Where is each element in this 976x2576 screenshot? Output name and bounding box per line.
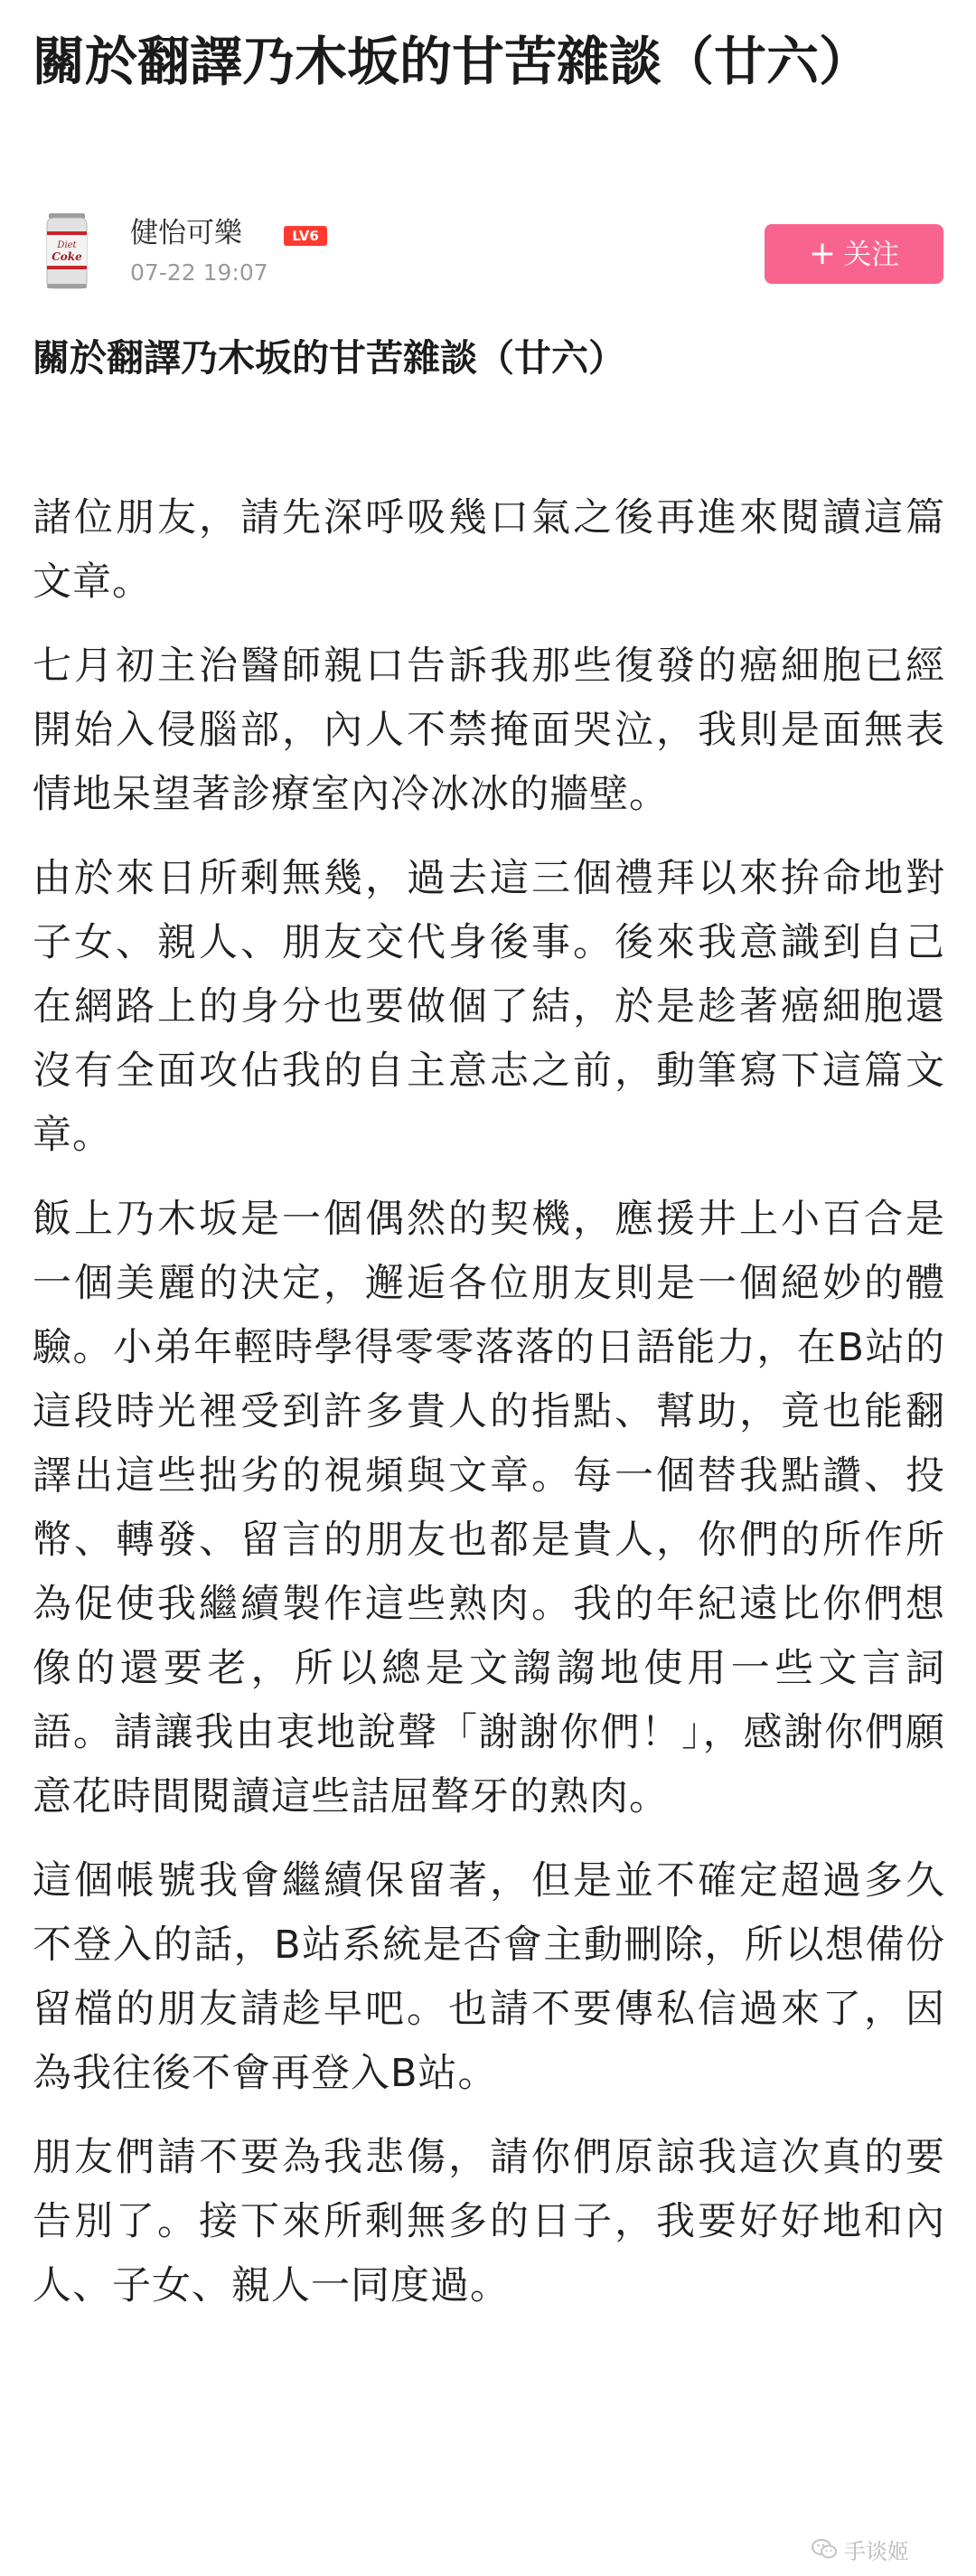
paragraph: 朋友們請不要為我悲傷，請你們原諒我這次真的要告別了。接下來所剩無多的日子，我要好好地和內人、子女、親人一同度過。 xyxy=(33,2135,945,2308)
watermark-text: 手谈姬 xyxy=(844,2538,909,2564)
paragraph: 飯上乃木坂是一個偶然的契機，應援井上小百合是一個美麗的決定，邂逅各位朋友則是一個絕妙的體驗。小弟年輕時學得零零落落的日語能力，在B站的這段時光裡受到許多貴人的指點、幫助，竟也能翻譯出這些拙劣的視頻與文章。每一個替我點讚、投幣、轉發、留言的朋友也都是貴人，你們的所作所為促使我繼續製作這些熟肉。我的年紀遠比你們想像的還要老，所以總是文謅謅地使用一些文言詞語。請讓我由衷地說聲「謝謝你們！」，感謝你們願意花時間閱讀這些詰屈聱牙的熟肉。 xyxy=(33,1197,945,1819)
author-name[interactable]: 健怡可樂 xyxy=(130,217,242,249)
level-badge: LV6 xyxy=(284,226,327,246)
article-subtitle: 關於翻譯乃木坂的甘苦雜談（廿六） xyxy=(33,336,625,380)
plus-icon: + xyxy=(808,235,837,272)
wechat-icon xyxy=(812,2538,837,2560)
follow-button[interactable] xyxy=(765,224,943,284)
paragraph: 諸位朋友，請先深呼吸幾口氣之後再進來閱讀這篇文章。 xyxy=(33,495,945,605)
soda-can-icon xyxy=(43,212,90,293)
avatar[interactable] xyxy=(43,212,90,293)
post-time: 07-22 19:07 xyxy=(130,259,268,286)
paragraph: 由於來日所剩無幾，過去這三個禮拜以來拚命地對子女、親人、朋友交代身後事。後來我意識到自己在網路上的身分也要做個了結，於是趁著癌細胞還沒有全面攻佔我的自主意志之前，動筆寫下這篇文章。 xyxy=(33,856,945,1158)
svg-text:Diet: Diet xyxy=(57,240,77,250)
article-body xyxy=(33,486,945,2338)
watermark xyxy=(812,2531,909,2567)
svg-text:Coke: Coke xyxy=(52,250,82,263)
author-row xyxy=(33,212,943,293)
follow-label: 关注 xyxy=(843,239,900,271)
article-title: 關於翻譯乃木坂的甘苦雜談（廿六） xyxy=(33,31,872,92)
paragraph: 這個帳號我會繼續保留著，但是並不確定超過多久不登入的話，B站系統是否會主動刪除，所以想備份留檔的朋友請趁早吧。也請不要傳私信過來了，因為我往後不會再登入B站。 xyxy=(33,1858,945,2096)
paragraph: 七月初主治醫師親口告訴我那些復發的癌細胞已經開始入侵腦部，內人不禁掩面哭泣，我則是面無表情地呆望著診療室內冷冰冰的牆壁。 xyxy=(33,644,945,817)
